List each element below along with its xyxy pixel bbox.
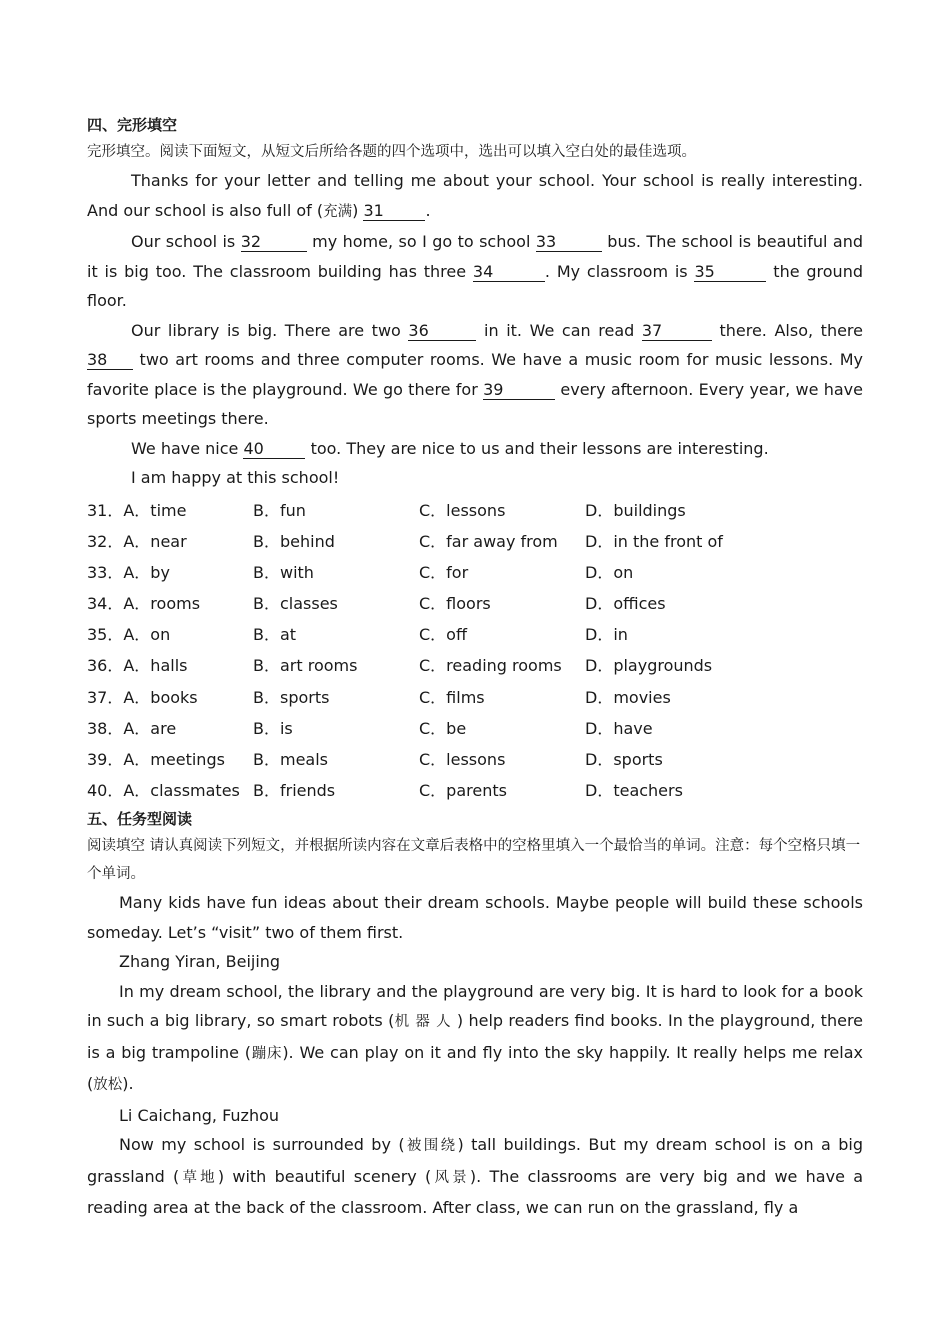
cloze-paragraph-5: I am happy at this school!	[131, 468, 340, 487]
option-a[interactable]: 38．A．are	[87, 718, 177, 738]
text: ).	[122, 1074, 134, 1094]
text: Our school is	[131, 232, 236, 251]
option-b[interactable]: B．meals	[253, 750, 328, 769]
option-row	[87, 495, 863, 526]
chinese-gloss: 草地	[179, 1169, 218, 1186]
option-row	[87, 744, 863, 775]
text: bus. The school is beautiful and it is big too. The classroom building has three	[87, 232, 863, 281]
text: Thanks for your letter and telling me about your school. Your school is really interesting. And our school is also full of (	[87, 171, 863, 220]
blank-36[interactable]: 36	[408, 322, 476, 341]
option-row	[87, 650, 863, 681]
text: We have nice	[131, 438, 239, 458]
text: Now my school is surrounded by (	[119, 1135, 405, 1155]
text: every afternoon. Every year, we have sports meetings there.	[87, 379, 863, 428]
blank-31[interactable]: 31	[363, 202, 425, 221]
option-d[interactable]: D．movies	[585, 687, 671, 707]
option-b[interactable]: B．friends	[253, 781, 336, 801]
option-d[interactable]: D．have	[585, 718, 653, 738]
option-row	[87, 775, 863, 806]
chinese-gloss: 放松	[93, 1077, 123, 1094]
blank-39[interactable]: 39	[483, 381, 555, 400]
option-b[interactable]: B．sports	[253, 687, 330, 707]
text: In my dream school, the library and the playground are very big. It is hard to look for a book in such a big library, so smart robots (	[87, 981, 863, 1031]
option-d[interactable]: D．sports	[585, 750, 663, 769]
text: the ground floor.	[87, 261, 863, 310]
option-b[interactable]: B．behind	[253, 531, 335, 551]
chinese-gloss: 机器人	[394, 1014, 457, 1031]
option-a[interactable]: 33．A．by	[87, 562, 170, 582]
option-d[interactable]: D．teachers	[585, 781, 683, 801]
option-row	[87, 557, 863, 588]
option-c[interactable]: C．lessons	[419, 750, 506, 769]
chinese-gloss: 充满	[323, 203, 353, 220]
option-row	[87, 526, 863, 557]
cloze-paragraph-3	[87, 316, 863, 434]
options-list	[87, 495, 863, 807]
option-b[interactable]: B．fun	[253, 500, 306, 520]
text: there. Also, there	[719, 320, 863, 340]
blank-38[interactable]: 38	[87, 351, 133, 370]
text: Our library is big. There are two	[131, 320, 401, 340]
option-a[interactable]: 37．A．books	[87, 687, 198, 707]
option-b[interactable]: B．is	[253, 718, 293, 738]
section4-instruction: 完形填空。阅读下面短文，从短文后所给各题的四个选项中，选出可以填入空白处的最佳选项。	[87, 144, 696, 160]
blank-34[interactable]: 34	[473, 263, 545, 282]
option-a[interactable]: 31．A．time	[87, 500, 187, 520]
blank-37[interactable]: 37	[642, 322, 712, 341]
option-d[interactable]: D．buildings	[585, 500, 686, 520]
blank-40[interactable]: 40	[243, 440, 305, 459]
option-d[interactable]: D．in	[585, 625, 628, 645]
reading-name-2: Li Caichang, Fuzhou	[119, 1105, 280, 1125]
option-c[interactable]: C．films	[419, 687, 485, 707]
text: . My classroom is	[544, 261, 688, 281]
cloze-paragraph-1: Thanks for your letter and telling me about your school. Your school is really interesting. And our school is also full of (充满) 31 .	[87, 171, 863, 220]
chinese-gloss: 蹦床	[251, 1045, 283, 1062]
text: ). We can play on it and fly into the sky happily. It really helps me relax (	[87, 1042, 863, 1094]
text: ) tall buildings. But my dream school is on a big grassland (	[87, 1135, 863, 1186]
option-a[interactable]: 40．A．classmates	[87, 781, 240, 801]
blank-33[interactable]: 33	[536, 233, 602, 252]
option-c[interactable]: C．for	[419, 562, 469, 582]
option-a[interactable]: 39．A．meetings	[87, 750, 225, 769]
text: too. They are nice to us and their lessons are interesting.	[310, 438, 769, 458]
option-row	[87, 619, 863, 650]
text: )	[352, 200, 359, 220]
section4-title: 四、完形填空	[87, 116, 178, 134]
reading-name-1: Zhang Yiran, Beijing	[119, 952, 281, 972]
reading-paragraph-1: Many kids have fun ideas about their dream schools. Maybe people will build these schools someday. Let’s “visit” two of them first.	[87, 893, 863, 942]
section5-instruction: 阅读填空 请认真阅读下列短文，并根据所读内容在文章后表格中的空格里填入一个最恰当的单词。注意：每个空格只填一个单词。	[87, 838, 861, 883]
option-a[interactable]: 32．A．near	[87, 531, 187, 551]
option-d[interactable]: D．in the front of	[585, 531, 723, 551]
option-c[interactable]: C．off	[419, 625, 467, 645]
option-a[interactable]: 34．A．rooms	[87, 594, 201, 614]
option-b[interactable]: B．classes	[253, 594, 338, 614]
option-d[interactable]: D．on	[585, 562, 634, 582]
option-c[interactable]: C．be	[419, 718, 467, 738]
option-c[interactable]: C．far away from	[419, 531, 558, 551]
option-c[interactable]: C．parents	[419, 781, 507, 801]
option-row	[87, 682, 863, 713]
option-b[interactable]: B．at	[253, 625, 297, 645]
chinese-gloss: 被围绕	[404, 1138, 458, 1155]
text: two art rooms and three computer rooms. We have a music room for music lessons. My favorite place is the playground. We go there for	[87, 350, 863, 399]
reading-paragraph-3	[87, 1130, 863, 1223]
option-row	[87, 588, 863, 619]
text: in it. We can read	[484, 320, 635, 340]
option-a[interactable]: 35．A．on	[87, 625, 171, 645]
chinese-gloss: 风景	[431, 1169, 470, 1186]
option-b[interactable]: B．with	[253, 562, 314, 582]
option-row	[87, 713, 863, 744]
text: ). The classrooms are very big and we have a reading area at the back of the classroom. After class, we can run on the grassland, fly a	[87, 1166, 863, 1218]
option-c[interactable]: C．lessons	[419, 500, 506, 520]
cloze-paragraph-2	[87, 227, 863, 316]
option-c[interactable]: C．reading rooms	[419, 656, 562, 676]
option-c[interactable]: C．floors	[419, 594, 491, 614]
text: my home, so I go to school	[312, 232, 531, 251]
blank-35[interactable]: 35	[694, 263, 766, 282]
text: ) with beautiful scenery (	[217, 1166, 432, 1186]
section5-title: 五、任务型阅读	[87, 810, 193, 829]
option-b[interactable]: B．art rooms	[253, 656, 358, 676]
option-d[interactable]: D．playgrounds	[585, 656, 713, 676]
option-a[interactable]: 36．A．halls	[87, 656, 188, 676]
reading-paragraph-2	[87, 977, 863, 1101]
document-page	[87, 112, 863, 1223]
option-d[interactable]: D．offices	[585, 594, 666, 614]
cloze-paragraph-4	[87, 434, 863, 464]
blank-32[interactable]: 32	[241, 233, 307, 252]
text: ) help readers find books. In the playground, there is a big trampoline (	[87, 1011, 864, 1062]
